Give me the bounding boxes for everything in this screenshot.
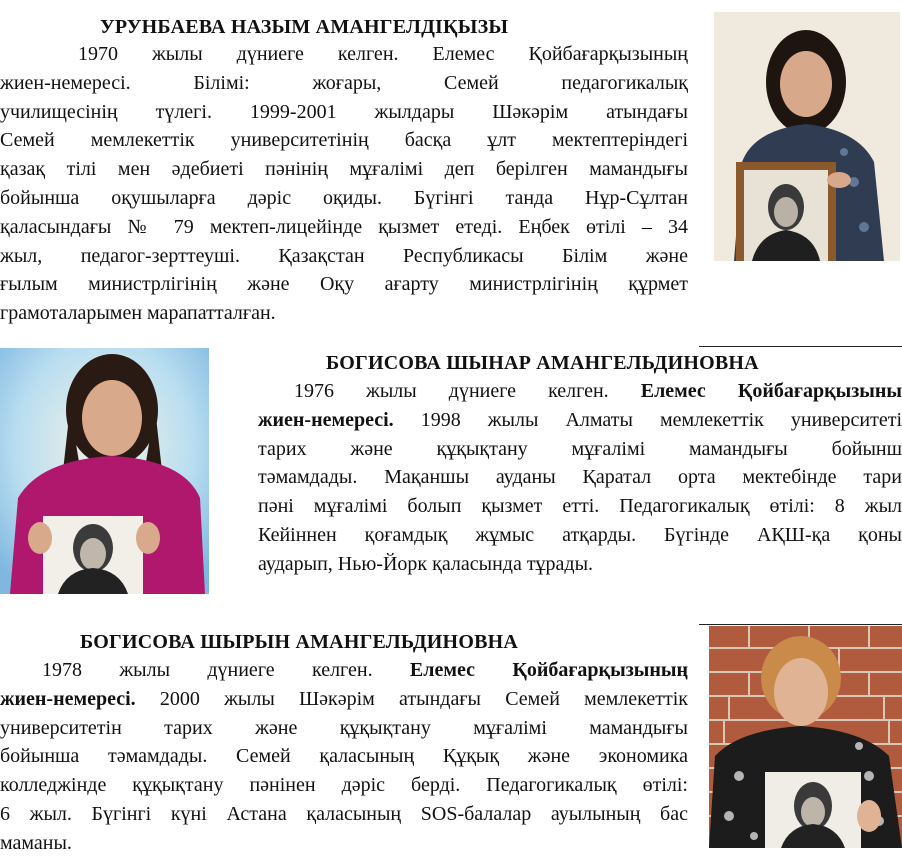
bio-text: қазақ тілі мен әдебиеті пәнінің мұғалімі деп берілген мамандығы bbox=[0, 158, 688, 181]
bio-text: тәмамдады. Мақаншы ауданы Қаратал орта мектебінде тари bbox=[258, 466, 902, 489]
bio-text: пәні мұғалімі болып қызмет етті. Педагогикалық өтілі: 8 жыл bbox=[258, 495, 902, 518]
bio-line bbox=[0, 126, 688, 155]
bio-text: грамоталарымен марапатталған. bbox=[0, 302, 276, 325]
bio-emphasis: жиен-немересі. bbox=[0, 687, 136, 710]
bio-line bbox=[0, 155, 688, 184]
bio-text: тарих және құқықтану мұғалімі мамандығы бойынш bbox=[258, 437, 902, 460]
bio-text: университетін тарих және құқықтану мұғалімі мамандығы bbox=[0, 716, 688, 739]
bio-text: Кейіннен қоғамдық жұмыс атқарды. Бүгінде АҚШ-қа қоны bbox=[258, 523, 902, 546]
bio-line bbox=[0, 184, 688, 213]
bio-text: 2000 жылы Шәкәрім атындағы Семей мемлекеттік bbox=[135, 687, 688, 710]
bio-line bbox=[258, 377, 902, 406]
bio-text: 1978 жылы дүниеге келген. bbox=[42, 659, 410, 681]
bio-line bbox=[0, 242, 688, 271]
section-divider bbox=[699, 346, 902, 347]
bio-line bbox=[0, 714, 688, 743]
bio-emphasis: Елемес Қойбағарқызының bbox=[409, 659, 688, 681]
bio-text: ғылым министрлігінің және Оқу ағарту министрлігінің құрмет bbox=[0, 273, 688, 296]
bio-text: 1998 жылы Алматы мемлекеттік университеті bbox=[393, 408, 902, 431]
bio-line bbox=[0, 685, 688, 714]
person-photo bbox=[0, 348, 209, 594]
person-bio-paragraph bbox=[0, 40, 688, 328]
person-name-heading: УРУНБАЕВА НАЗЫМ АМАНГЕЛДІҚЫЗЫ bbox=[100, 16, 509, 38]
bio-line bbox=[0, 40, 688, 69]
person-bio-paragraph bbox=[258, 377, 902, 579]
bio-line bbox=[258, 521, 902, 550]
bio-line bbox=[0, 270, 688, 299]
bio-line bbox=[258, 492, 902, 521]
bio-line bbox=[0, 98, 688, 127]
bio-text: бойынша тәмамдады. Семей қаласының Құқық және экономика bbox=[0, 745, 688, 768]
bio-line bbox=[0, 299, 688, 328]
bio-emphasis: Елемес Қойбағарқызыны bbox=[640, 380, 902, 402]
bio-line bbox=[258, 463, 902, 492]
bio-text: 6 жыл. Бүгінгі күні Астана қаласының SOS-балалар ауылының бас bbox=[0, 802, 688, 825]
bio-line bbox=[0, 656, 688, 685]
bio-line bbox=[258, 435, 902, 464]
bio-line bbox=[0, 69, 688, 98]
person-name-heading: БОГИСОВА ШЫНАР АМАНГЕЛЬДИНОВНА bbox=[326, 352, 759, 374]
bio-text: жиен-немересі. Білімі: жоғары, Семей педагогикалық bbox=[0, 71, 688, 94]
bio-text: училищесінің түлегі. 1999-2001 жылдары Шәкәрім атындағы bbox=[0, 100, 688, 123]
bio-text: Семей мемлекеттік университетінің басқа ұлт мектептеріндегі bbox=[0, 129, 688, 152]
bio-text: жыл, педагог-зерттеуші. Қазақстан Республикасы Білім және bbox=[0, 244, 688, 267]
bio-text: 1970 жылы дүниеге келген. Елемес Қойбағарқызының bbox=[78, 43, 688, 65]
bio-emphasis: жиен-немересі. bbox=[258, 408, 394, 431]
bio-line bbox=[0, 800, 688, 829]
person-name-heading: БОГИСОВА ШЫРЫН АМАНГЕЛЬДИНОВНА bbox=[80, 631, 519, 653]
bio-line bbox=[0, 771, 688, 800]
bio-text: бойынша оқушыларға дәріс оқиды. Бүгінгі танда Нұр-Сұлтан bbox=[0, 186, 688, 209]
bio-line bbox=[258, 406, 902, 435]
bio-text: маманы. bbox=[0, 831, 72, 854]
bio-line bbox=[258, 550, 902, 579]
bio-text: қаласындағы № 79 мектеп-лицейінде қызмет етеді. Еңбек өтілі – 34 bbox=[0, 215, 688, 238]
bio-line bbox=[0, 213, 688, 242]
bio-line bbox=[0, 829, 688, 858]
bio-text: колледжінде құқықтану пәнінен дәріс берді. Педагогикалық өтілі: bbox=[0, 774, 688, 797]
bio-text: аударып, Нью-Йорк қаласында тұрады. bbox=[258, 552, 594, 575]
person-photo bbox=[714, 12, 900, 261]
section-divider bbox=[699, 624, 902, 625]
person-bio-paragraph bbox=[0, 656, 688, 858]
bio-text: 1976 жылы дүниеге келген. bbox=[294, 380, 641, 402]
person-photo bbox=[709, 626, 902, 848]
bio-line bbox=[0, 742, 688, 771]
